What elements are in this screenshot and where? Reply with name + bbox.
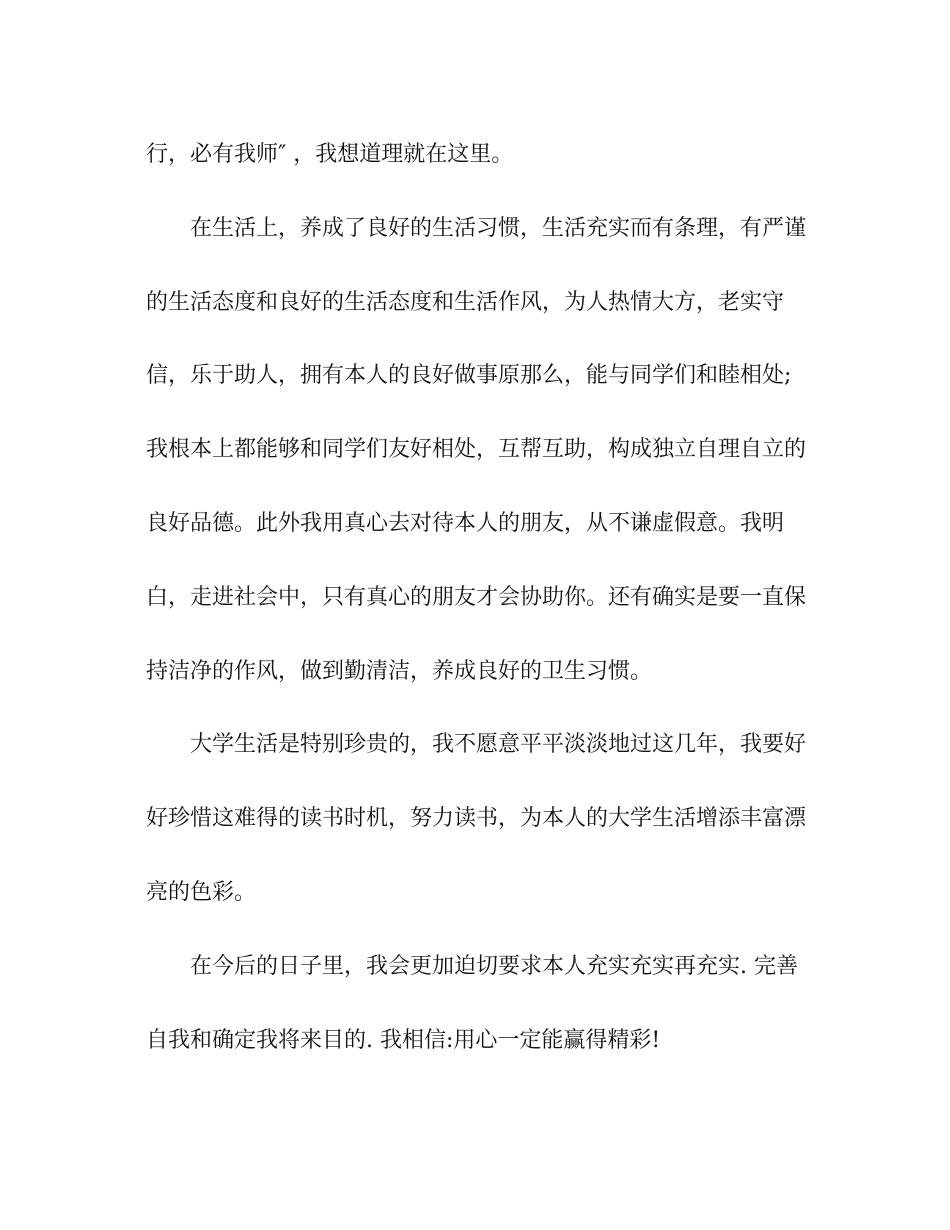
text-line-10: 好珍惜这难得的读书时机，努力读书，为本人的大学生活增添丰富漂 <box>146 806 807 832</box>
paragraph-start-line: 大学生活是特别珍贵的，我不愿意平平淡淡地过这几年，我要好 <box>190 732 807 758</box>
paragraph-start-line: 在今后的日子里，我会更加迫切要求本人充实充实再充实. 完善 <box>190 953 798 979</box>
text-line-5: 我根本上都能够和同学们友好相处，互帮互助，构成独立自理自立的 <box>146 437 807 463</box>
text-line-6: 良好品德。此外我用真心去对待本人的朋友，从不谦虚假意。我明 <box>146 510 785 536</box>
body-text <box>146 137 807 1096</box>
text-line-3: 的生活态度和良好的生活态度和生活作风，为人热情大方，老实守 <box>146 289 785 315</box>
text-line-4: 信，乐于助人，拥有本人的良好做事原那么，能与同学们和睦相处; <box>146 363 792 389</box>
text-line-8: 持洁净的作风，做到勤清洁，养成良好的卫生习惯。 <box>146 658 653 684</box>
text-line-1: 行，必有我师″ ，我想道理就在这里。 <box>146 142 514 167</box>
paragraph-start-line: 在生活上，养成了良好的生活习惯，生活充实而有条理，有严谨 <box>190 215 807 241</box>
text-line-13: 自我和确定我将来目的. 我相信:用心一定能赢得精彩! <box>146 1027 661 1053</box>
text-line-11: 亮的色彩。 <box>146 879 257 905</box>
text-line-7: 白，走进社会中，只有真心的朋友才会协助你。还有确实是要一直保 <box>146 584 807 610</box>
